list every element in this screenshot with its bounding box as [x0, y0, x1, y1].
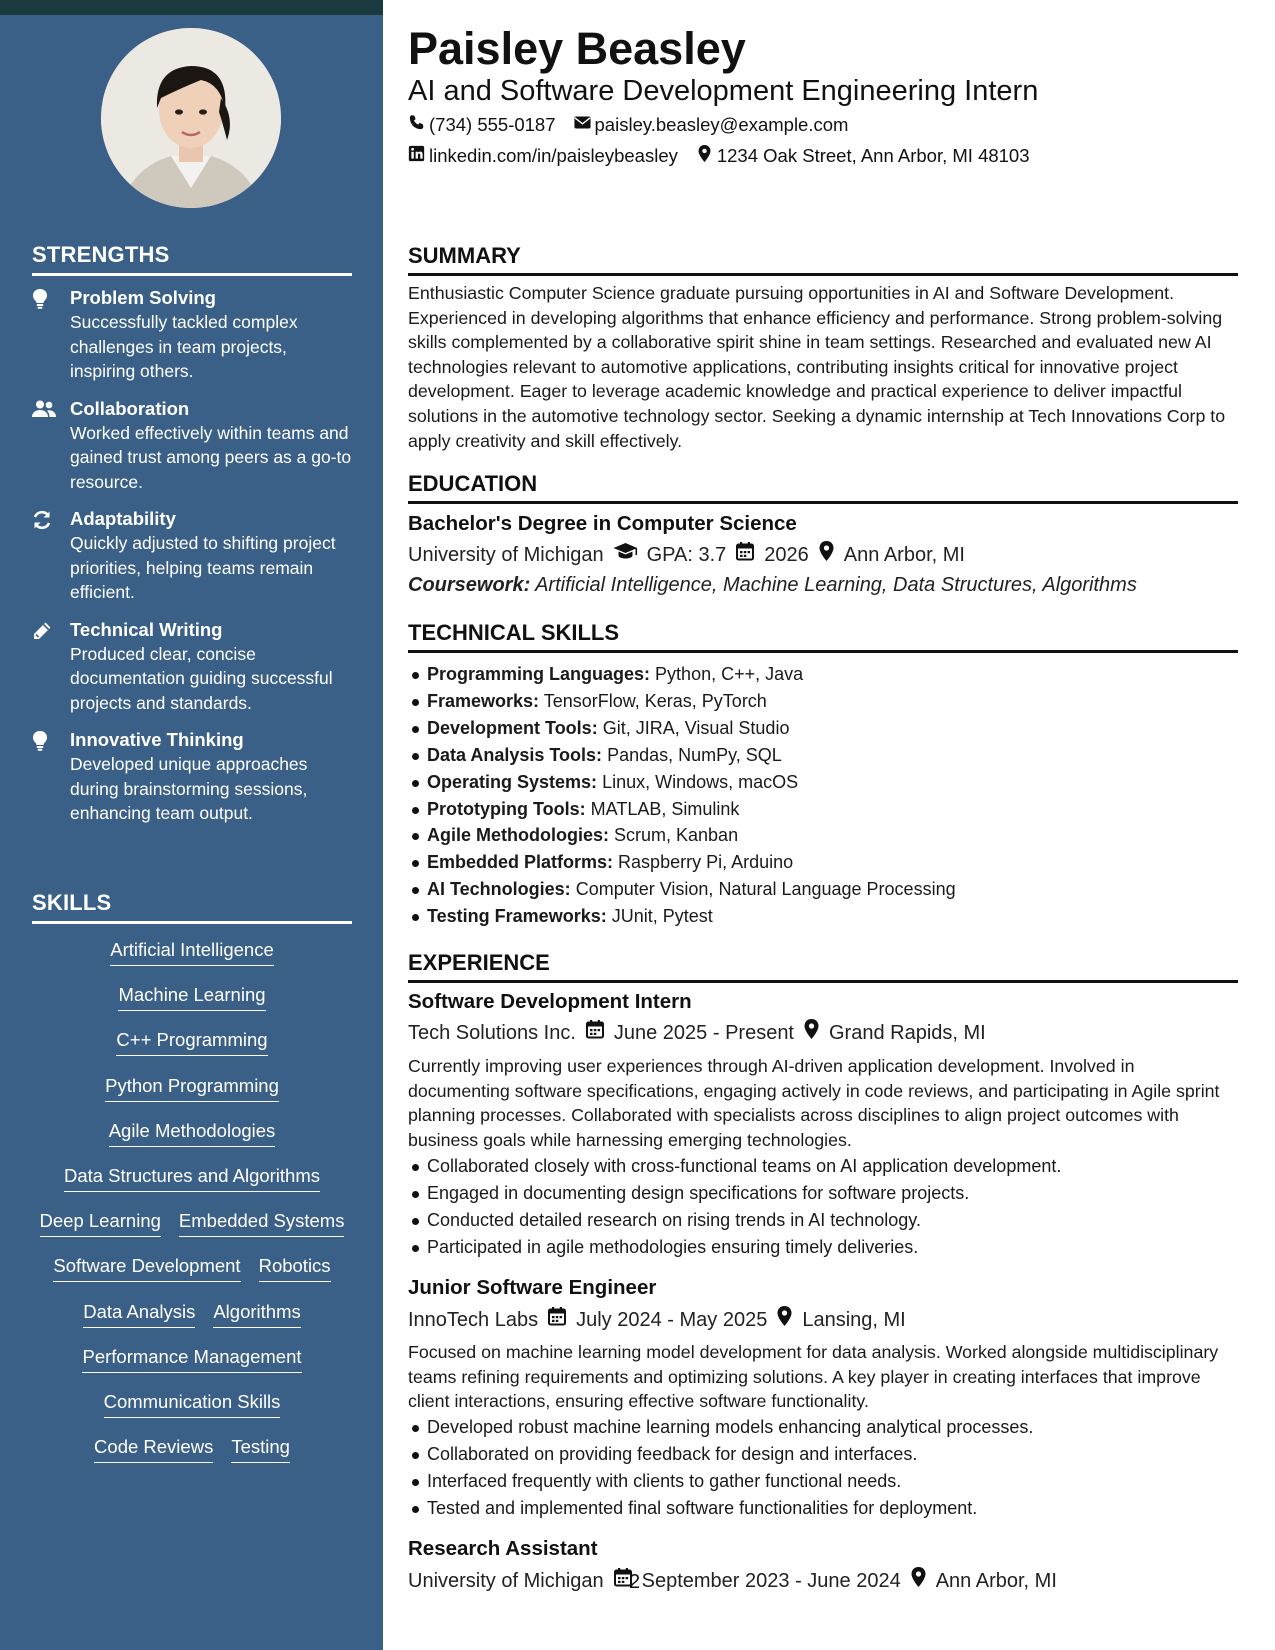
skill-label: Operating Systems: [427, 771, 598, 792]
skill-tag: Machine Learning [118, 983, 265, 1011]
linkedin-icon [408, 144, 425, 168]
list-item [408, 688, 1238, 715]
strength-desc: Quickly adjusted to shifting project priorities, helping teams remain efficient. [70, 533, 336, 602]
list-item: Collaborated closely with cross-functional teams on AI application development. [408, 1153, 1238, 1180]
list-item [408, 822, 1238, 849]
skill-tag: Robotics [259, 1254, 331, 1282]
skill-value: Raspberry Pi, Arduino [618, 852, 794, 873]
skill-row [32, 1074, 352, 1119]
map-pin-icon [803, 1019, 820, 1046]
skill-row [32, 1390, 352, 1435]
skill-tag: Testing [231, 1435, 290, 1463]
strengths-list [32, 286, 352, 839]
skill-value: Git, JIRA, Visual Studio [602, 717, 790, 738]
profile-photo [101, 28, 281, 208]
job-location: Grand Rapids, MI [829, 1021, 986, 1044]
skill-label: AI Technologies: [427, 879, 571, 900]
strength-title: Problem Solving [70, 287, 216, 308]
strength-title: Collaboration [70, 397, 190, 419]
job-meta [408, 1306, 906, 1333]
school-name: University of Michigan [408, 543, 604, 566]
strength-item [32, 618, 352, 716]
strength-item [32, 728, 352, 826]
contact-email [574, 113, 849, 137]
strength-desc: Worked effectively within teams and gained trust among peers as a go-to resource. [70, 422, 352, 492]
skill-row [32, 983, 352, 1028]
coursework-line [408, 572, 1137, 598]
skill-tag: C++ Programming [116, 1028, 267, 1056]
skill-row [32, 1028, 352, 1073]
contact-row [408, 144, 1030, 168]
skill-tag: Algorithms [213, 1300, 300, 1328]
skill-tag: Data Analysis [83, 1300, 195, 1328]
skill-row [32, 1300, 352, 1345]
candidate-title: AI and Software Development Engineering Intern [408, 75, 1039, 107]
skill-label: Agile Methodologies: [427, 825, 609, 846]
strength-desc: Developed unique approaches during brainstorming sessions, enhancing team output. [70, 754, 308, 823]
skill-tag: Agile Methodologies [109, 1119, 276, 1147]
degree-title: Bachelor's Degree in Computer Science [408, 512, 797, 535]
job-bullets [408, 1414, 1238, 1522]
strength-title: Innovative Thinking [70, 729, 244, 750]
job-dates: July 2024 - May 2025 [576, 1308, 768, 1331]
lightbulb-icon [32, 728, 70, 826]
skill-value: Linux, Windows, macOS [602, 771, 799, 792]
envelope-icon [574, 113, 591, 137]
job-dates: June 2025 - Present [613, 1021, 794, 1044]
calendar-icon [735, 541, 755, 568]
job-title: Junior Software Engineer [408, 1276, 657, 1299]
skill-tag: Code Reviews [94, 1435, 213, 1463]
skill-row [32, 1119, 352, 1164]
strength-title: Adaptability [70, 508, 176, 529]
strength-item [32, 507, 352, 605]
experience-heading: EXPERIENCE [408, 949, 1238, 983]
graduation-cap-icon [613, 541, 638, 568]
job-dates: September 2023 - June 2024 [641, 1569, 901, 1592]
page-number: 2 [629, 1571, 641, 1593]
list-item: Interfaced frequently with clients to gather functional needs. [408, 1468, 1238, 1495]
technical-skills-list [408, 661, 1238, 930]
skill-tag: Deep Learning [40, 1209, 161, 1237]
list-item: Participated in agile methodologies ensuring timely deliveries. [408, 1234, 1238, 1261]
skill-value: MATLAB, Simulink [590, 798, 740, 819]
list-item [408, 715, 1238, 742]
strengths-heading: STRENGTHS [32, 242, 352, 276]
list-item [408, 849, 1238, 876]
list-item: Collaborated on providing feedback for design and interfaces. [408, 1441, 1238, 1468]
skill-row [32, 1435, 352, 1480]
skill-row [32, 1209, 352, 1254]
contact-linkedin [408, 144, 678, 168]
skill-label: Prototyping Tools: [427, 798, 586, 819]
calendar-icon [547, 1306, 567, 1333]
job-location: Lansing, MI [802, 1308, 906, 1331]
skill-tag: Communication Skills [104, 1390, 281, 1418]
phone-text: (734) 555-0187 [429, 114, 556, 135]
skill-tag: Performance Management [82, 1345, 301, 1373]
pencil-icon [32, 618, 70, 716]
strength-title: Technical Writing [70, 618, 223, 640]
address-text: 1234 Oak Street, Ann Arbor, MI 48103 [716, 145, 1030, 166]
skills-heading: SKILLS [32, 890, 352, 924]
lightbulb-icon [32, 286, 70, 384]
skill-value: Python, C++, Java [655, 664, 804, 684]
linkedin-text: linkedin.com/in/paisleybeasley [429, 145, 678, 166]
map-pin-icon [696, 144, 713, 168]
skill-tag: Artificial Intelligence [110, 938, 274, 966]
list-item: Conducted detailed research on rising trends in AI technology. [408, 1207, 1238, 1234]
map-pin-icon [818, 541, 835, 568]
company-name: Tech Solutions Inc. [408, 1021, 576, 1044]
contact-address [696, 144, 1030, 168]
job-title: Software Development Intern [408, 990, 692, 1013]
coursework-label: Coursework: [408, 574, 531, 596]
summary-text: Enthusiastic Computer Science graduate pursuing opportunities in AI and Software Development. Experienced in developing algorithms that enhance efficiency and performance. Strong problem-solving skills complemented by a collaborative spirit shine in team settings. Researched and evaluated new AI technologies relevant to automotive applications, contributing insights critical for innovative project development. Eager to leverage academic knowledge and practical experience to deliver impactful solutions in the automotive technology sector. Seeking a dynamic internship at Tech Innovations Corp to apply creativity and skill effectively. [408, 283, 1226, 451]
skill-value: Scrum, Kanban [614, 825, 739, 846]
skill-tag: Embedded Systems [179, 1209, 345, 1237]
skill-value: JUnit, Pytest [611, 906, 713, 927]
map-pin-icon [910, 1567, 927, 1594]
graduation-year: 2026 [764, 543, 809, 566]
skill-tag: Python Programming [105, 1074, 279, 1102]
list-item: Tested and implemented final software functionalities for deployment. [408, 1495, 1238, 1522]
skill-label: Frameworks: [427, 690, 540, 711]
list-item [408, 769, 1238, 796]
list-item [408, 876, 1238, 903]
job-summary: Focused on machine learning model development for data analysis. Worked alongside multidisciplinary teams refining requirements and optimizing solutions. A key player in creating interfaces that improve client interactions, ensuring effective software functionality. [408, 1342, 1219, 1412]
skill-label: Development Tools: [427, 717, 598, 738]
list-item: Developed robust machine learning models enhancing analytical processes. [408, 1414, 1238, 1441]
company-name: University of Michigan [408, 1569, 604, 1592]
skill-row [32, 938, 352, 983]
list-item [408, 903, 1238, 930]
skill-tag: Software Development [53, 1254, 240, 1282]
list-item: Engaged in documenting design specifications for software projects. [408, 1180, 1238, 1207]
company-name: InnoTech Labs [408, 1308, 539, 1331]
skill-tag: Data Structures and Algorithms [64, 1164, 320, 1192]
email-text: paisley.beasley@example.com [594, 114, 849, 135]
gpa-text: GPA: 3.7 [646, 543, 727, 566]
education-meta [408, 541, 965, 568]
strength-desc: Produced clear, concise documentation guiding successful projects and standards. [70, 643, 333, 713]
job-meta [408, 1567, 1057, 1594]
skill-label: Programming Languages: [427, 664, 651, 684]
job-title: Research Assistant [408, 1537, 598, 1560]
strength-item [32, 286, 352, 384]
sidebar [0, 0, 383, 1650]
job-meta [408, 1019, 986, 1046]
job-bullets [408, 1153, 1238, 1261]
coursework-text: Artificial Intelligence, Machine Learning, Data Structures, Algorithms [535, 574, 1137, 596]
strength-item [32, 397, 352, 495]
top-strip [0, 0, 383, 15]
skill-value: Computer Vision, Natural Language Processing [575, 879, 956, 900]
job-summary: Currently improving user experiences through AI-driven application development. Involved in documenting software specifications, engaging actively in code reviews, and participating in Agile sprint planning processes. Collaborated with specialists across disciplines to align project outcomes with business goals while harnessing emerging technologies. [408, 1056, 1220, 1150]
skill-value: Pandas, NumPy, SQL [607, 744, 782, 765]
skill-row [32, 1164, 352, 1209]
summary-heading: SUMMARY [408, 242, 1238, 276]
candidate-name: Paisley Beasley [408, 23, 746, 74]
technical-skills-heading: TECHNICAL SKILLS [408, 619, 1238, 653]
strength-desc: Successfully tackled complex challenges in team projects, inspiring others. [70, 312, 298, 381]
users-icon [32, 397, 70, 495]
phone-icon [408, 113, 425, 137]
map-pin-icon [776, 1306, 793, 1333]
list-item [408, 661, 1238, 688]
skill-row [32, 1345, 352, 1390]
refresh-icon [32, 507, 70, 605]
contact-phone [408, 113, 556, 137]
education-location: Ann Arbor, MI [843, 543, 965, 566]
education-heading: EDUCATION [408, 470, 1238, 504]
job-location: Ann Arbor, MI [935, 1569, 1057, 1592]
skill-label: Testing Frameworks: [427, 906, 607, 927]
skill-value: TensorFlow, Keras, PyTorch [543, 690, 767, 711]
list-item [408, 742, 1238, 769]
calendar-icon [585, 1019, 605, 1046]
list-item [408, 796, 1238, 823]
skills-list [32, 938, 352, 1480]
contact-row [408, 113, 848, 137]
skill-label: Embedded Platforms: [427, 852, 614, 873]
skill-row [32, 1254, 352, 1299]
skill-label: Data Analysis Tools: [427, 744, 603, 765]
